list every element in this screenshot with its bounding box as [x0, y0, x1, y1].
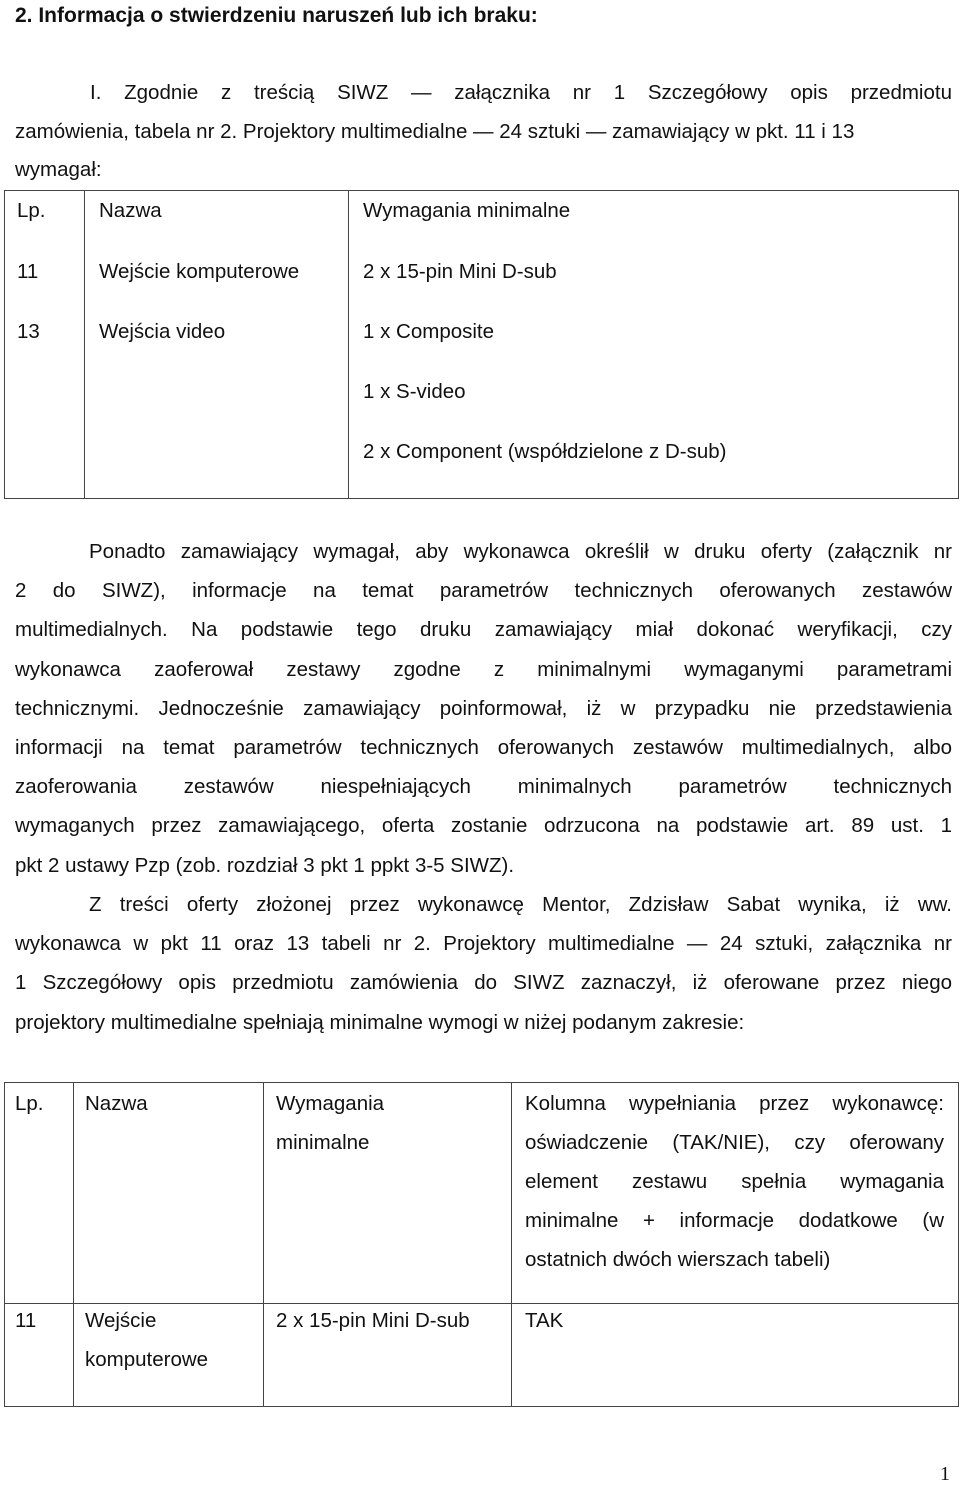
paragraph-line: technicznymi. Jednocześnie zamawiający poinformował, iż w przypadku nie przedstawienia: [15, 696, 952, 720]
paragraph-line: Ponadto zamawiający wymagał, aby wykonawca określił w druku oferty (załącznik nr: [89, 540, 952, 563]
table-divider: [348, 191, 349, 498]
table-divider: [84, 191, 85, 498]
table-cell-lp: 11: [15, 1309, 37, 1332]
section-heading: 2. Informacja o stwierdzeniu naruszeń lub ich braku:: [15, 4, 538, 27]
paragraph-line: wymaganych przez zamawiającego, oferta zostanie odrzucona na podstawie art. 89 ust. 1: [15, 814, 952, 838]
header-line: minimalne: [276, 1131, 370, 1154]
paragraph-line: zaoferowania zestawów niespełniających minimalnych parametrów technicznych: [15, 775, 952, 799]
intro-line-2: zamówienia, tabela nr 2. Projektory multimedialne — 24 sztuki — zamawiający w pkt. 11 i 13: [15, 119, 855, 143]
header-line: minimalne + informacje dodatkowe (w: [525, 1209, 944, 1232]
paragraph-line: wykonawca w pkt 11 oraz 13 tabeli nr 2. Projektory multimedialne — 24 sztuki, załącznika nr: [15, 932, 952, 956]
header-line: oświadczenie (TAK/NIE), czy oferowany: [525, 1131, 944, 1154]
table-cell-nazwa: [85, 1301, 208, 1379]
table-header-wymagania: [276, 1084, 384, 1162]
table-cell-lp: 11: [17, 260, 39, 283]
intro-paragraph: [15, 74, 952, 190]
table-cell-wymagania: 2 x 15-pin Mini D-sub: [276, 1309, 470, 1332]
header-line: element zestawu spełnia wymagania: [525, 1170, 944, 1193]
page-number: 1: [940, 1463, 950, 1485]
declaration-table: [4, 1082, 959, 1407]
table-cell-nazwa: Wejście komputerowe: [99, 260, 300, 283]
paragraph-line: informacji na temat parametrów technicznych oferowanych zestawów multimedialnych, albo: [15, 736, 952, 760]
table-header-wymagania: Wymagania minimalne: [363, 199, 571, 222]
header-line: Wymagania: [276, 1092, 385, 1115]
intro-line-1: I. Zgodnie z treścią SIWZ — załącznika nr 1 Szczegółowy opis przedmiotu: [90, 81, 952, 104]
cell-line: komputerowe: [85, 1348, 209, 1371]
paragraph-line: pkt 2 ustawy Pzp (zob. rozdział 3 pkt 1 ppkt 3-5 SIWZ).: [15, 853, 515, 877]
cell-line: Wejście: [85, 1309, 157, 1332]
intro-line-3: wymagał:: [15, 158, 102, 181]
table-cell-wymagania: 1 x Composite: [363, 320, 495, 343]
body-paragraph-1: [15, 532, 952, 885]
table-header-nazwa: Nazwa: [99, 199, 162, 222]
table-cell-wymagania: 2 x Component (współdzielone z D-sub): [363, 440, 727, 463]
table-divider: [511, 1083, 512, 1406]
table-header-kolumna: [525, 1084, 944, 1279]
paragraph-line: wykonawca zaoferował zestawy zgodne z minimalnymi wymaganymi parametrami: [15, 657, 952, 681]
paragraph-line: multimedialnych. Na podstawie tego druku zamawiający miał dokonać weryfikacji, czy: [15, 618, 952, 642]
table-divider: [263, 1083, 264, 1406]
paragraph-line: 1 Szczegółowy opis przedmiotu zamówienia do SIWZ zaznaczył, iż oferowane przez niego: [15, 971, 952, 995]
table-cell-lp: 13: [17, 320, 40, 343]
table-header-lp: Lp.: [15, 1092, 44, 1115]
table-header-nazwa: Nazwa: [85, 1092, 148, 1115]
table-header-lp: Lp.: [17, 199, 46, 222]
header-line: ostatnich dwóch wierszach tabeli): [525, 1248, 831, 1271]
table-cell-wymagania: 2 x 15-pin Mini D-sub: [363, 260, 557, 283]
paragraph-line: 2 do SIWZ), informacje na temat parametrów technicznych oferowanych zestawów: [15, 579, 952, 603]
table-cell-wymagania: 1 x S-video: [363, 380, 466, 403]
table-cell-nazwa: Wejścia video: [99, 320, 226, 343]
table-divider: [73, 1083, 74, 1406]
paragraph-line: projektory multimedialne spełniają minimalne wymogi w niżej podanym zakresie:: [15, 1010, 745, 1034]
requirements-table: [4, 190, 959, 499]
table-cell-odpowiedz: TAK: [525, 1309, 564, 1332]
body-paragraph-2: [15, 885, 952, 1042]
paragraph-line: Z treści oferty złożonej przez wykonawcę Mentor, Zdzisław Sabat wynika, iż ww.: [89, 893, 952, 916]
header-line: Kolumna wypełniania przez wykonawcę:: [525, 1092, 944, 1115]
